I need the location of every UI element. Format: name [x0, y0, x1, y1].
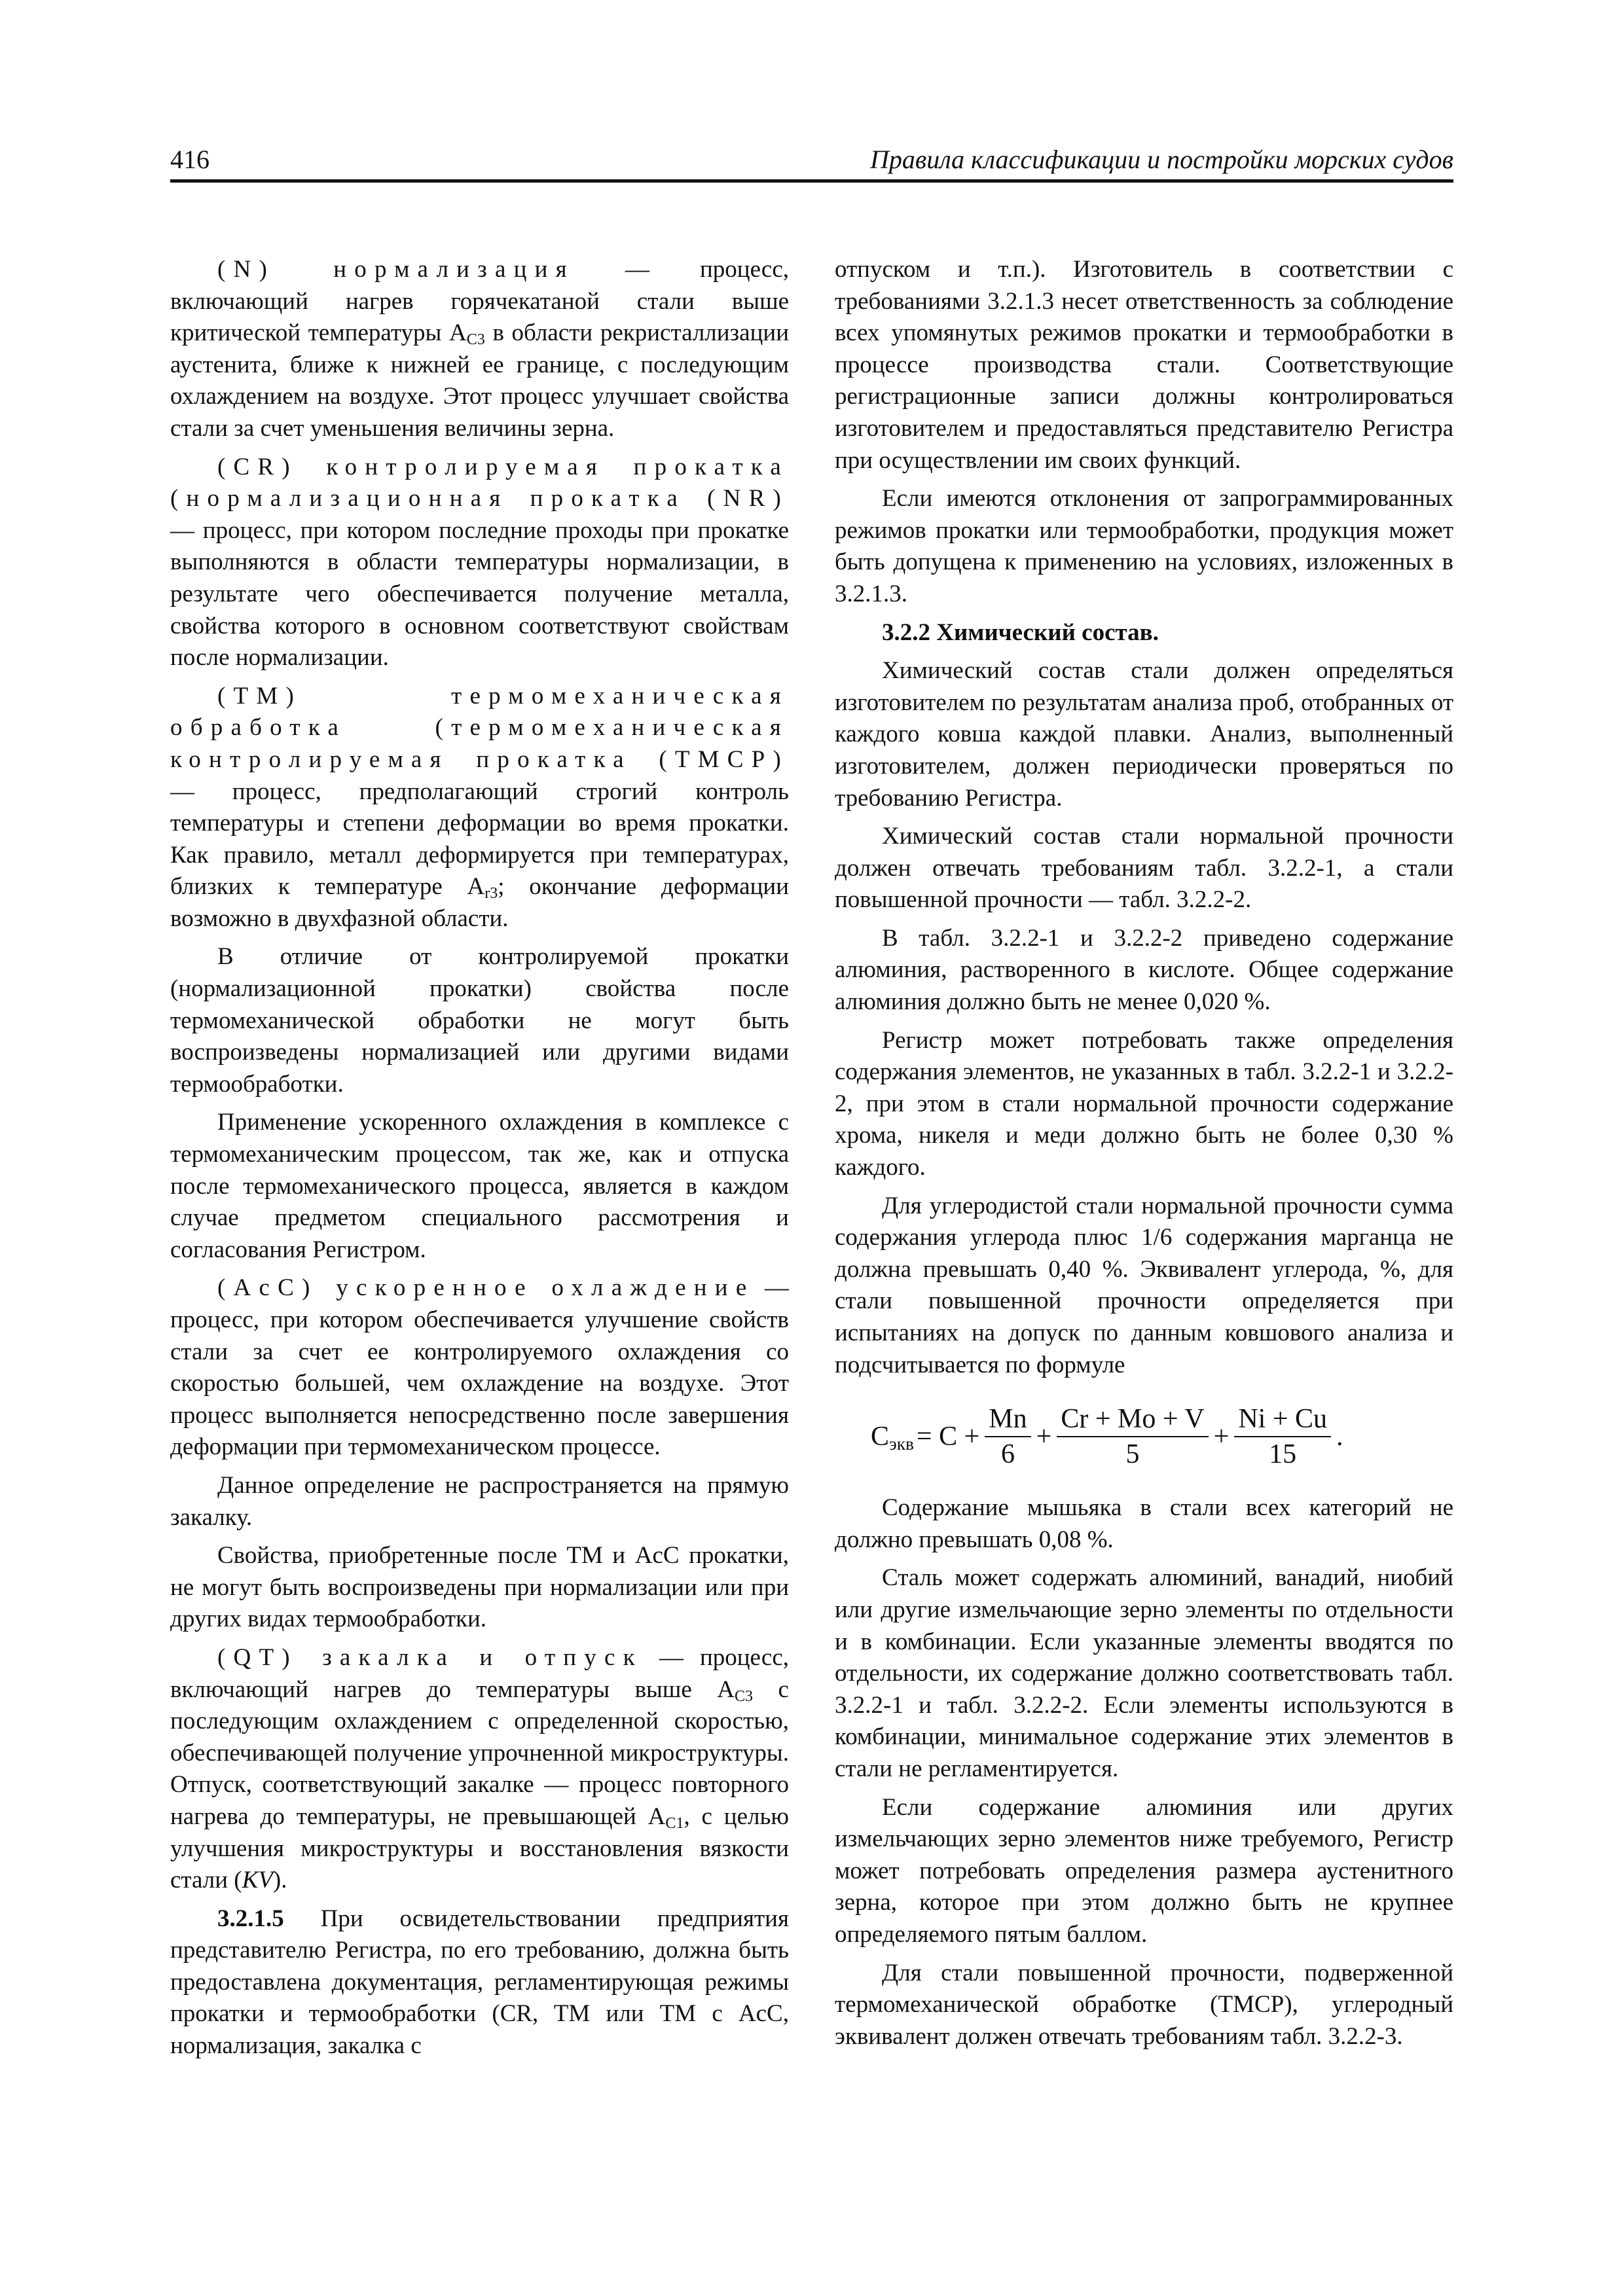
- definition-thermomechanical: [170, 681, 789, 935]
- paragraph-definition-scope: Данное определение не распространяется на прямую закалку.: [170, 1471, 789, 1531]
- fraction-numerator: Ni + Cu: [1234, 1402, 1331, 1437]
- paragraph-properties: Свойства, приобретенные после TM и AcC прокатки, не могут быть воспроизведены при нормализации или при других видах термообработки.: [170, 1542, 789, 1633]
- formula-lhs: [871, 1421, 914, 1453]
- running-title: Правила классификации и постройки морских судов: [869, 145, 1453, 174]
- definition-text: — процесс, при котором обеспечивается улучшение свойств стали за счет ее контролируемого охлаждения со скоростью большей, чем охлаждение на воздухе. Этот процесс выполняется непосредственно после завершения деформации при термомеханическом процессе.: [170, 1274, 789, 1461]
- definition-text: — процесс, при котором последние проходы при прокатке выполняются в области температуры нормализации, в результате чего обеспечивается получение металла, свойства которого в основном соответствуют свойствам после нормализации.: [170, 516, 789, 672]
- definition-text: с последующим охлаждением с определенной скоростью, обеспечивающей получение упрочненной микроструктуры. Отпуск, соответствующий закалке — процесс повторного нагрева до температуры, не превышающей A: [170, 1676, 789, 1830]
- formula-symbol: C: [871, 1421, 890, 1452]
- definition-text: включающий нагрев горячекатаной стали выше критической температуры A: [170, 287, 789, 347]
- formula-operator: = C +: [916, 1421, 980, 1452]
- paragraph-chemical-requirements: Химический состав стали нормальной прочности должен отвечать требованиям табл. 3.2.2-1, а стали повышенной прочности — табл. 3.2.2-2.: [835, 823, 1453, 914]
- paragraph-grain-refiners: Сталь может содержать алюминий, ванадий, ниобий или другие измельчающие зерно элементы по отдельности и в комбинации. Если указанные элементы вводятся по отдельности, их содержание должно соответствовать табл. 3.2.2-1 и табл. 3.2.2-2. Если элементы используются в комбинации, минимальное содержание этих элементов в стали не регламентируется.: [835, 1564, 1453, 1782]
- definition-accelerated-cooling: [170, 1272, 789, 1463]
- fraction-numerator: Mn: [985, 1402, 1030, 1437]
- paragraph-arsenic: Содержание мышьяка в стали всех категорий не должно превышать 0,08 %.: [835, 1494, 1453, 1553]
- fraction-numerator: Cr + Mo + V: [1057, 1402, 1208, 1437]
- fraction-denominator: 5: [1125, 1439, 1140, 1470]
- term-accelerated-cooling: (AcC) ускоренное охлаждение: [217, 1274, 755, 1302]
- formula-subscript: экв: [889, 1433, 914, 1454]
- formula-fraction-cr-mo-v: [1057, 1402, 1208, 1471]
- formula-fraction-ni-cu: [1234, 1402, 1331, 1471]
- subscript: C3: [735, 1687, 754, 1705]
- section-number: 3.2.1.5: [217, 1905, 284, 1932]
- definition-quench-temper: [170, 1642, 789, 1897]
- fraction-denominator: 15: [1269, 1439, 1297, 1470]
- right-column: [835, 254, 1453, 2059]
- paragraph-chemical-analysis: Химический состав стали должен определяться изготовителем по результатам анализа проб, отобранных от каждого ковша каждой плавки. Анализ, выполненный изготовителем, должен периодически проверяться по требованию Регистра.: [835, 657, 1453, 812]
- section-3-2-1-5: [170, 1903, 789, 2062]
- paragraph-deviations: Если имеются отклонения от запрограммированных режимов прокатки или термообработки, продукция может быть допущена к применению на условиях, изложенных в 3.2.1.3.: [835, 485, 1453, 607]
- paragraph-grain-size: Если содержание алюминия или других измельчающих зерно элементов ниже требуемого, Регистр может потребовать определения размера аустенитного зерна, которое при этом должно быть не крупнее определяемого пятым баллом.: [835, 1793, 1453, 1948]
- definition-text: — процесс, включающий нагрев до температуры выше A: [170, 1643, 789, 1703]
- definition-text: ).: [272, 1867, 287, 1894]
- section-heading-3-2-2: 3.2.2 Химический состав.: [882, 619, 1159, 646]
- fraction-denominator: 6: [1000, 1439, 1015, 1470]
- paragraph-continuation: отпуском и т.п.). Изготовитель в соответствии с требованиями 3.2.1.3 несет ответственность за соблюдение всех упомянутых режимов прокатки и термообработки в процессе производства стали. Соответствующие регистрационные записи должны контролироваться изготовителем и предоставляться представителю Регистра при осуществлении им своих функций.: [835, 256, 1453, 474]
- page-number: 416: [170, 145, 210, 174]
- page-header: [170, 143, 1453, 183]
- left-column: [170, 254, 789, 2069]
- subscript: C1: [665, 1814, 684, 1832]
- definition-text: в области рекристаллизации аустенита, ближе к нижней ее границе, с последующим охлаждением на воздухе. Этот процесс улучшает свойства стали за счет уменьшения величины зерна.: [170, 319, 789, 442]
- paragraph-tmcp: Для стали повышенной прочности, подверженной термомеханической обработке (TMCP), углеродный эквивалент должен отвечать требованиям табл. 3.2.2-3.: [835, 1959, 1453, 2050]
- paragraph-register-elements: Регистр может потребовать также определения содержания элементов, не указанных в табл. 3.2.2-1 и 3.2.2-2, при этом в стали нормальной прочности содержание хрома, никеля и меди должно быть не более 0,30 % каждого.: [835, 1026, 1453, 1181]
- definition-text: — процесс, предполагающий строгий контроль температуры и степени деформации во время прокатки. Как правило, металл деформируется при температурах, близких к температуре A: [170, 778, 789, 901]
- definition-dash: — процесс,: [574, 256, 790, 283]
- section-text: При освидетельствовании предприятия представителю Регистра, по его требованию, должна быть предоставлена документация, регламентирующая режимы прокатки и термообработки (CR, TM или TM с AcC, нормализация, закалка с: [170, 1905, 789, 2060]
- term-normalization: (N) нормализация: [217, 256, 575, 283]
- definition-text: ; окончание деформации возможно в двухфазной области.: [170, 873, 789, 932]
- formula-end: .: [1336, 1421, 1343, 1452]
- formula-operator: +: [1213, 1421, 1230, 1452]
- formula-fraction-mn: [985, 1402, 1030, 1471]
- subscript: r3: [484, 885, 498, 903]
- paragraph-carbon-equivalent: Для углеродистой стали нормальной прочности сумма содержания углерода плюс 1/6 содержания марганца не должна превышать 0,40 %. Эквивалент углерода, %, для стали повышенной прочности определяется при испытаниях на допуск по данным ковшового анализа и подсчитывается по формуле: [835, 1192, 1453, 1378]
- paragraph-aluminium: В табл. 3.2.2-1 и 3.2.2-2 приведено содержание алюминия, растворенного в кислоте. Общее содержание алюминия должно быть не менее 0,020 %.: [835, 924, 1453, 1016]
- definition-text: , с целью улучшения микроструктуры и восстановления вязкости стали (: [170, 1803, 789, 1894]
- carbon-equivalent-formula: [835, 1388, 1453, 1486]
- paragraph-accelerated: Применение ускоренного охлаждения в комплексе с термомеханическим процессом, так же, как и отпуска после термомеханического процесса, является в каждом случае предметом специального рассмотрения и согласования Регистром.: [170, 1109, 789, 1263]
- kv-symbol: KV: [242, 1867, 273, 1894]
- definition-normalization: [170, 254, 789, 445]
- term-thermomechanical: (TM) термомеханическая обработка (термомеханическая контролируемая прокатка (TMCP): [170, 682, 789, 773]
- subscript: C3: [466, 331, 485, 349]
- paragraph-unlike: В отличие от контролируемой прокатки (нормализационной прокатки) свойства после термомеханической обработки не могут быть воспроизведены нормализацией или другими видами термообработки.: [170, 943, 789, 1098]
- term-controlled-rolling: (CR) контролируемая прокатка (нормализационная прокатка (NR): [170, 453, 789, 512]
- definition-controlled-rolling: [170, 452, 789, 674]
- formula-operator: +: [1036, 1421, 1052, 1452]
- term-quench-temper: (QT) закалка и отпуск: [217, 1643, 643, 1671]
